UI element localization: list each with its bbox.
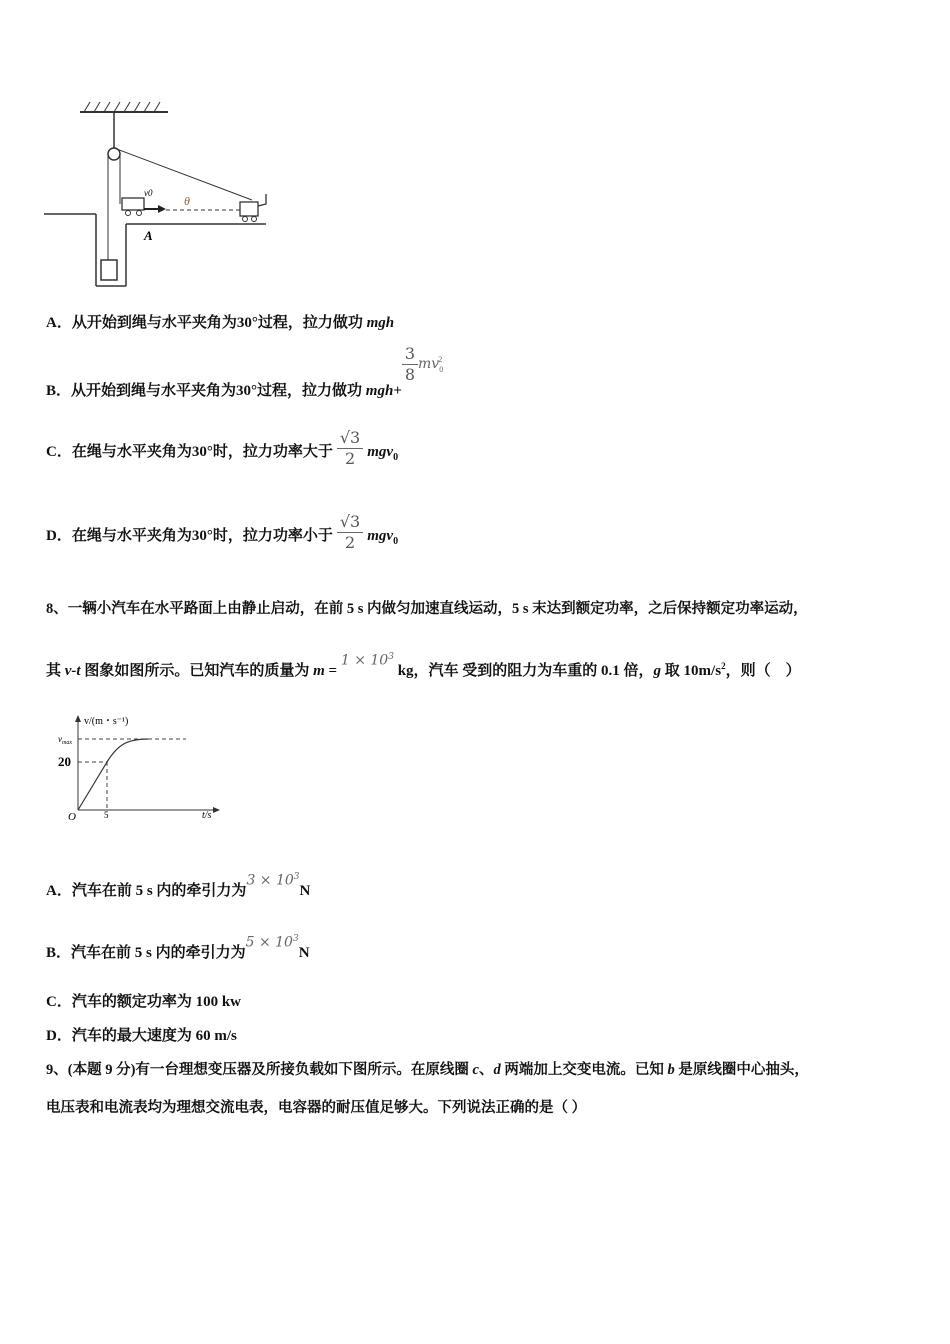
option-text: 汽车在前 5 s 内的牵引力为 — [71, 883, 247, 899]
y-axis-label: v/(m・s⁻¹) — [84, 716, 129, 727]
math-tail: mv — [418, 355, 440, 372]
force-expression — [246, 872, 299, 889]
option-text: 汽车的最大速度为 60 m/s — [71, 1028, 237, 1044]
origin-label: O — [68, 811, 76, 822]
text: ，则（ ） — [725, 663, 801, 679]
q7-option-a — [46, 311, 394, 332]
text: 是原线圈中心抽头， — [674, 1062, 809, 1078]
math-expr: mgv — [367, 527, 394, 544]
option-text: 从开始到绳与水平夹角为30°过程，拉力做功 — [71, 315, 363, 331]
force-base: 5 × 10 — [245, 935, 293, 951]
force-exponent: 3 — [293, 872, 300, 883]
math-g: g — [653, 663, 662, 679]
y-axis-arrow — [75, 715, 81, 722]
text: 两端加上交变电流。已知 — [500, 1062, 668, 1078]
q9-stem-line1 — [46, 1058, 809, 1079]
subscript: 0 — [393, 535, 399, 547]
option-text: 从开始到绳与水平夹角为30°过程，拉力做功 — [71, 382, 363, 399]
option-letter: A． — [46, 883, 72, 899]
option-text: 在绳与水平夹角为30°时，拉力功率小于 — [71, 527, 333, 544]
superscript: 2 — [721, 661, 726, 671]
power-curve — [107, 739, 148, 762]
text: kg，汽车 受到的阻力为车重的 0.1 倍， — [393, 663, 654, 679]
q9-stem-line2: 电压表和电流表均为理想交流电表，电容器的耐压值足够大。下列说法正确的是（ ） — [46, 1100, 587, 1116]
force-base: 3 × 10 — [246, 873, 294, 889]
option-letter: B． — [46, 382, 72, 399]
text: 9、(本题 9 分)有一台理想变压器及所接负载如下图所示。在原线圈 — [46, 1062, 473, 1078]
subscript: 0 — [439, 364, 444, 374]
option-letter: B． — [46, 945, 72, 961]
unit: N — [299, 883, 311, 899]
text: 取 10m/s — [661, 663, 722, 679]
x-axis-arrow — [213, 807, 220, 813]
q8-stem-line1: 8、一辆小汽车在水平路面上由静止启动，在前 5 s 内做匀加速直线运动，5 s 末达到额定功率，之后保持额定功率运动， — [46, 601, 808, 617]
option-letter: D． — [46, 527, 72, 544]
unit: N — [298, 945, 310, 961]
q8-option-b — [46, 934, 310, 962]
q7-option-c — [46, 428, 398, 469]
fraction — [337, 428, 363, 469]
fraction-numerator: √3 — [337, 428, 363, 449]
q7-option-d — [46, 512, 398, 553]
y-tick-20: 20 — [58, 754, 71, 769]
option-letter: C． — [46, 443, 72, 460]
mass-exponent: 3 — [388, 652, 394, 663]
force-exponent: 3 — [292, 934, 299, 945]
math-expr: mgh+ — [365, 382, 402, 399]
fraction — [337, 512, 363, 553]
mass-expression — [341, 652, 394, 669]
q7-option-b — [46, 344, 447, 399]
fraction-numerator: 3 — [402, 344, 418, 365]
q8-stem-line2 — [46, 652, 801, 680]
q8-option-d — [46, 1024, 237, 1045]
text: 图象如图所示。已知汽车的质量为 — [80, 663, 314, 679]
v0-label: v0 — [144, 188, 153, 198]
theta-label: θ — [184, 194, 190, 208]
vmax-label — [58, 734, 72, 746]
math-m: m — [313, 663, 325, 679]
q8-option-c — [46, 990, 241, 1011]
math-expr: mgv — [367, 443, 394, 460]
vmax-sub: max — [62, 740, 72, 746]
text: = — [324, 663, 341, 679]
text: 、 — [478, 1062, 494, 1078]
A-label: A — [144, 228, 153, 243]
vt-graph — [56, 710, 236, 822]
math-d: d — [493, 1062, 501, 1078]
accel-segment — [78, 762, 107, 810]
math-b: b — [667, 1062, 675, 1078]
superscript: 2 — [438, 354, 443, 364]
fraction-denominator: 8 — [404, 365, 416, 384]
option-letter: C． — [46, 994, 72, 1010]
fraction-denominator: 2 — [344, 533, 356, 552]
option-letter: A． — [46, 315, 72, 331]
vmax-v: v — [58, 734, 62, 744]
option-text: 汽车在前 5 s 内的牵引力为 — [71, 945, 246, 961]
x-axis-label: t/s — [202, 810, 212, 821]
option-text: 汽车的额定功率为 100 kw — [71, 994, 242, 1010]
option-text: 在绳与水平夹角为30°时，拉力功率大于 — [71, 443, 333, 460]
x-tick-5: 5 — [104, 810, 109, 820]
math-c: c — [472, 1062, 479, 1078]
math-expr: mgh — [366, 315, 395, 331]
math-vt: v-t — [64, 663, 81, 679]
fraction-numerator: √3 — [337, 512, 363, 533]
q8-option-a — [46, 872, 311, 900]
text: 其 — [46, 663, 65, 679]
fraction — [402, 344, 418, 385]
fraction-denominator: 2 — [344, 449, 356, 468]
subscript: 0 — [393, 451, 399, 463]
option-letter: D． — [46, 1028, 72, 1044]
pulley-diagram — [44, 100, 274, 290]
force-expression — [246, 934, 299, 951]
mass-base: 1 × 10 — [340, 653, 389, 669]
